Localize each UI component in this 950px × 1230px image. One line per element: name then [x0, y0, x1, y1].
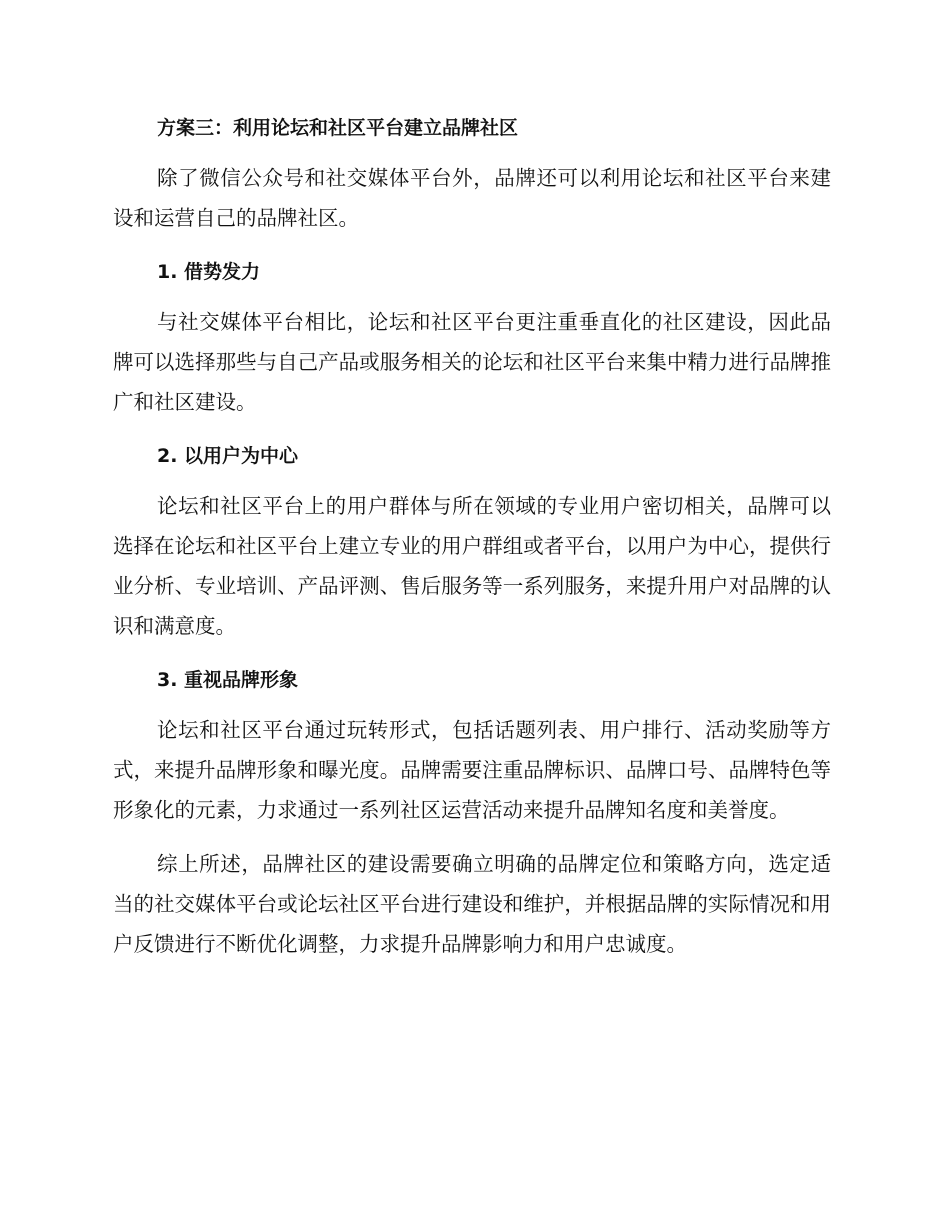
document-page: [113, 108, 831, 964]
section-heading-2: 2. 以用户为中心: [157, 445, 299, 467]
section-heading-1: 1. 借势发力: [157, 261, 261, 283]
intro-paragraph: 除了微信公众号和社交媒体平台外，品牌还可以利用论坛和社区平台来建设和运营自己的品牌社区。: [113, 166, 831, 230]
section-paragraph-3: 论坛和社区平台通过玩转形式，包括话题列表、用户排行、活动奖励等方式，来提升品牌形象和曝光度。品牌需要注重品牌标识、品牌口号、品牌特色等形象化的元素，力求通过一系列社区运营活动来提升品牌知名度和美誉度。: [113, 718, 831, 822]
section-paragraph-2: 论坛和社区平台上的用户群体与所在领域的专业用户密切相关，品牌可以选择在论坛和社区平台上建立专业的用户群组或者平台，以用户为中心，提供行业分析、专业培训、产品评测、售后服务等一系列服务，来提升用户对品牌的认识和满意度。: [113, 494, 831, 638]
section-heading-3: 3. 重视品牌形象: [157, 669, 299, 691]
section-paragraph-1: 与社交媒体平台相比，论坛和社区平台更注重垂直化的社区建设，因此品牌可以选择那些与自己产品或服务相关的论坛和社区平台来集中精力进行品牌推广和社区建设。: [113, 310, 831, 414]
conclusion-paragraph: 综上所述，品牌社区的建设需要确立明确的品牌定位和策略方向，选定适当的社交媒体平台或论坛社区平台进行建设和维护，并根据品牌的实际情况和用户反馈进行不断优化调整，力求提升品牌影响力和用户忠诚度。: [113, 852, 831, 956]
document-title: 方案三：利用论坛和社区平台建立品牌社区: [157, 117, 519, 139]
